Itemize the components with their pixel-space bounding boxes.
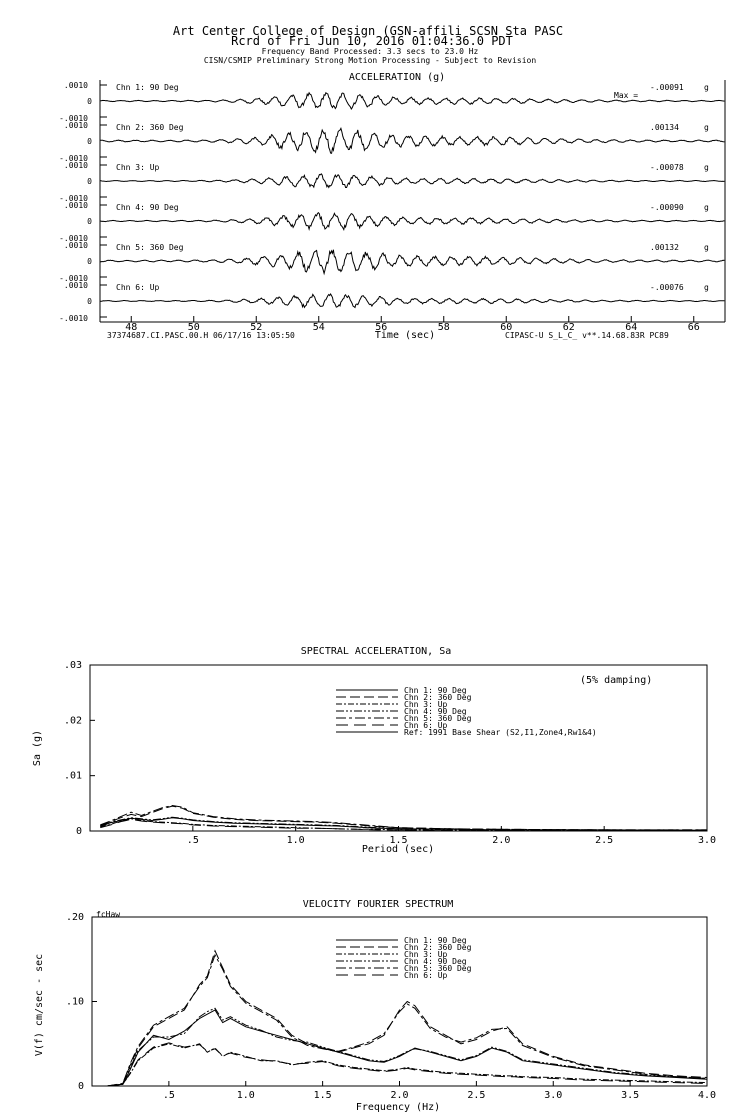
sa-x-label: Period (sec) [361,844,435,855]
accel-max-value: -.00091 [650,83,684,92]
accel-max-value: .00132 [650,243,679,252]
sa-ytick-label: 0 [75,826,82,837]
velocity-fourier-panel [66,912,716,1101]
accel-ytick-bottom-label: -.0010 [59,154,88,163]
accel-ytick-top-label: .0010 [63,81,88,90]
sa-legend-label: Chn 5: 360 Deg [404,714,472,723]
accel-unit-label: g [704,203,709,212]
accel-xtick-label: 60 [500,322,513,333]
sa-title: SPECTRAL ACCELERATION, Sa [300,646,452,657]
accel-max-prefix: Max = [614,91,639,100]
accel-xtick-label: 62 [562,322,575,333]
accel-footer-left: 37374687.CI.PASC.00.H 06/17/16 13:05:50 [107,331,295,340]
vfs-title: VELOCITY FOURIER SPECTRUM [302,899,454,910]
vfs-series-chn-6 [107,1043,707,1086]
accel-max-value: -.00090 [650,203,684,212]
sa-legend-label: Chn 1: 90 Deg [404,686,467,695]
accel-channel-label: Chn 4: 90 Deg [116,203,179,212]
accel-unit-label: g [704,163,709,172]
accel-xtick-label: 66 [687,322,700,333]
accel-xtick-label: 52 [250,322,263,333]
vfs-series-chn-1 [107,1010,707,1086]
vfs-plot-frame [92,917,707,1086]
sa-xtick-label: 2.0 [492,835,511,846]
accel-ytick-zero-label: 0 [87,297,92,306]
accel-ytick-bottom-label: -.0010 [59,274,88,283]
accel-channel-label: Chn 2: 360 Deg [116,123,184,132]
accel-xtick-label: 48 [125,322,138,333]
accel-title: ACCELERATION (g) [348,72,446,83]
accel-ytick-top-label: .0010 [63,121,88,130]
accel-unit-label: g [704,83,709,92]
accel-ytick-top-label: .0010 [63,201,88,210]
vfs-ytick-label: 0 [77,1081,84,1092]
sa-ytick-label: .02 [63,715,82,727]
vfs-xtick-label: 2.5 [467,1090,486,1101]
accel-ytick-bottom-label: -.0010 [59,234,88,243]
vfs-xtick-label: 3.0 [544,1090,563,1101]
sa-damping-note: (5% damping) [580,675,653,686]
vfs-x-label: Frequency (Hz) [355,1102,441,1113]
header-title: Art Center College of Design (GSN-affili SCSN Sta PASC [172,24,564,38]
vfs-corner-label: fcHaw [96,910,121,919]
vfs-xtick-label: 4.0 [697,1090,717,1101]
sa-legend-label: Chn 2: 360 Deg [404,693,472,702]
vfs-legend-label: Chn 4: 90 Deg [404,957,467,966]
accel-trace-chn-5 [100,250,724,274]
header-band: Frequency Band Processed: 3.3 secs to 23.0 Hz [261,47,479,56]
accel-xtick-label: 58 [437,322,450,333]
accel-xtick-label: 56 [375,322,388,333]
vfs-ytick-label: .10 [65,996,84,1008]
vfs-xtick-label: 3.5 [621,1090,640,1101]
vfs-xtick-label: .5 [162,1090,175,1101]
accel-channel-label: Chn 6: Up [116,283,160,292]
sa-series-chn-5 [100,806,707,830]
sa-legend-label: Chn 4: 90 Deg [404,707,467,716]
accel-xtick-label: 64 [625,322,638,333]
accel-ytick-zero-label: 0 [87,137,92,146]
accel-ytick-bottom-label: -.0010 [59,114,88,123]
acceleration-panel [59,80,725,333]
vfs-y-label: V(f) cm/sec - sec [34,953,45,1057]
accel-footer-right: CIPASC-U S_L_C_ v**.14.68.83R PC89 [505,331,669,340]
spectral-acceleration-panel [64,660,716,846]
accel-channel-label: Chn 5: 360 Deg [116,243,184,252]
sa-plot-frame [90,665,707,831]
sa-legend-label: Ref: 1991 Base Shear (S2,I1,Zone4,Rw1&4) [404,728,597,737]
accel-max-value: .00134 [650,123,679,132]
accel-ytick-bottom-label: -.0010 [59,314,88,323]
sa-xtick-label: 1.0 [286,835,305,846]
accel-ytick-zero-label: 0 [87,257,92,266]
accel-ytick-bottom-label: -.0010 [59,194,88,203]
sa-series-chn-2 [100,806,707,830]
accel-xtick-label: 50 [187,322,200,333]
vfs-legend-label: Chn 5: 360 Deg [404,964,472,973]
vfs-series-chn-3 [107,1044,707,1086]
accel-unit-label: g [704,243,709,252]
accel-channel-label: Chn 3: Up [116,163,160,172]
sa-ytick-label: .03 [63,660,82,671]
vfs-xtick-label: 1.0 [236,1090,255,1101]
accel-ytick-zero-label: 0 [87,177,92,186]
accel-trace-chn-4 [100,213,724,230]
accel-xtick-label: 54 [312,322,325,333]
vfs-xtick-label: 2.0 [390,1090,409,1101]
sa-xtick-label: 2.5 [595,835,614,846]
accel-max-value: -.00076 [650,283,684,292]
accel-unit-label: g [704,123,709,132]
accel-trace-chn-6 [100,294,724,308]
accel-trace-chn-2 [100,128,724,153]
accel-x-label: Time (sec) [374,330,436,341]
accel-channel-label: Chn 1: 90 Deg [116,83,179,92]
vfs-legend-label: Chn 1: 90 Deg [404,936,467,945]
accel-unit-label: g [704,283,709,292]
accel-ytick-top-label: .0010 [63,241,88,250]
sa-xtick-label: 1.5 [389,835,408,846]
sa-ytick-label: .01 [63,770,82,782]
accel-ytick-top-label: .0010 [63,161,88,170]
vfs-ytick-label: .20 [65,912,84,923]
sa-legend-label: Chn 6: Up [404,721,448,730]
accel-ytick-zero-label: 0 [87,97,92,106]
sa-xtick-label: 3.0 [697,835,717,846]
sa-xtick-label: .5 [186,835,199,846]
header-record: Rcrd of Fri Jun 10, 2016 01:04:36.0 PDT [231,34,513,48]
accel-ytick-top-label: .0010 [63,281,88,290]
accel-trace-chn-3 [100,174,724,188]
sa-legend-label: Chn 3: Up [404,700,448,709]
vfs-xtick-label: 1.5 [313,1090,332,1101]
accel-ytick-zero-label: 0 [87,217,92,226]
header-processing: CISN/CSMIP Preliminary Strong Motion Processing - Subject to Revision [203,56,537,65]
vfs-legend-label: Chn 3: Up [404,950,448,959]
sa-y-label: Sa (g) [32,729,43,767]
accel-max-value: -.00078 [650,163,684,172]
vfs-legend-label: Chn 2: 360 Deg [404,943,472,952]
vfs-legend-label: Chn 6: Up [404,971,448,980]
